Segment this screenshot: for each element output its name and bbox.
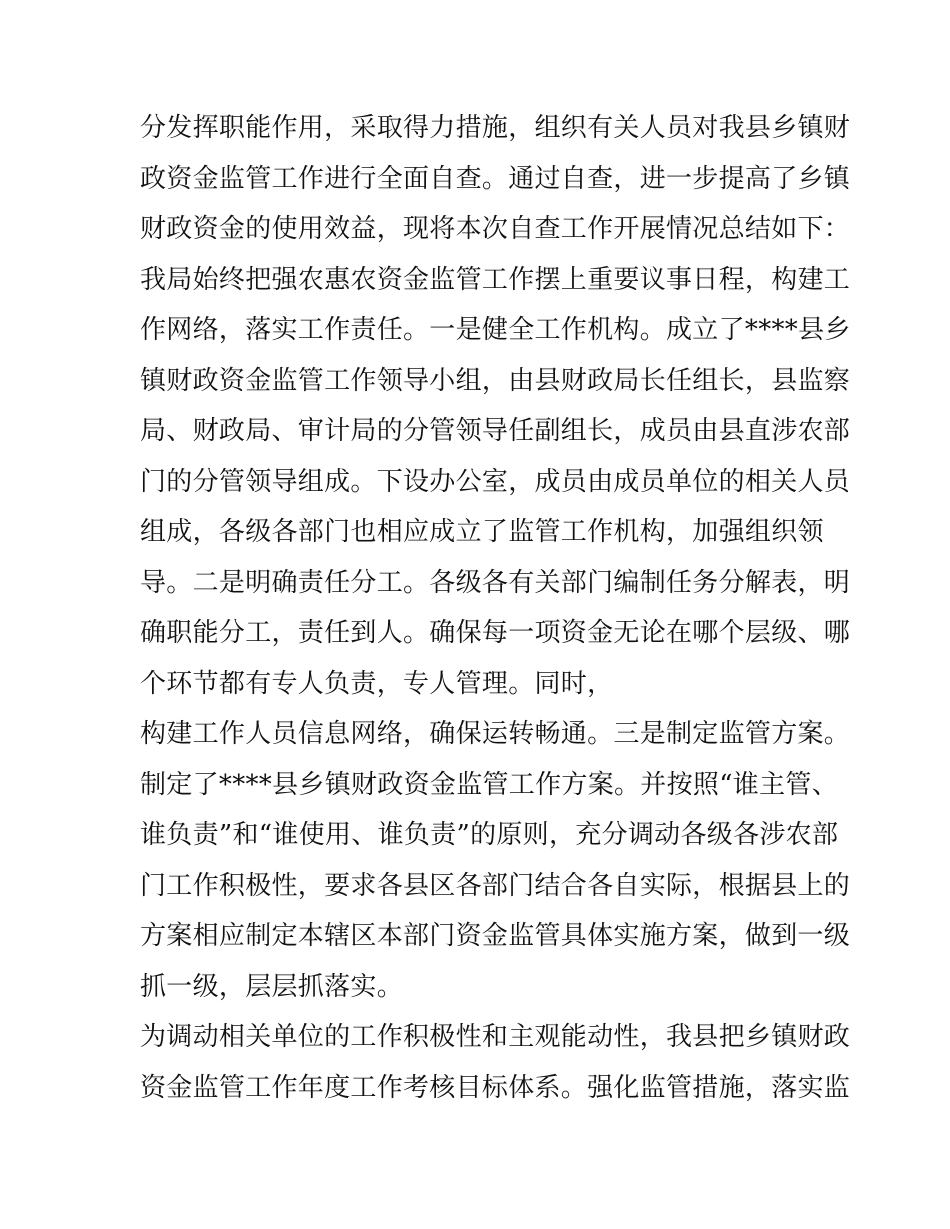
text-line: 分发挥职能作用，采取得力措施，组织有关人员对我县乡镇财 (140, 113, 851, 143)
text-line: 个环节都有专人负责，专人管理。同时， (140, 668, 614, 699)
text-line: 门的分管领导组成。下设办公室，成员由成员单位的相关人员 (140, 466, 851, 497)
body-text (140, 103, 851, 1113)
text-line: 制定了****县乡镇财政资金监管工作方案。并按照“谁主管、 (140, 769, 838, 800)
text-line: 作网络，落实工作责任。一是健全工作机构。成立了****县乡 (140, 315, 851, 345)
text-line: 我局始终把强农惠农资金监管工作摆上重要议事日程，构建工 (140, 264, 851, 295)
text-line: 谁负责”和“谁使用、谁负责”的原则，充分调动各级各涉农部 (140, 820, 839, 850)
text-line: 组成，各级各部门也相应成立了监管工作机构，加强组织领 (140, 517, 824, 547)
text-line: 镇财政资金监管工作领导小组，由县财政局长任组长，县监察 (140, 365, 851, 396)
text-line: 确职能分工，责任到人。确保每一项资金无论在哪个层级、哪 (140, 618, 851, 648)
text-line: 门工作积极性，要求各县区各部门结合各自实际，根据县上的 (140, 870, 851, 901)
text-line: 财政资金的使用效益，现将本次自查工作开展情况总结如下： (140, 214, 851, 244)
text-line: 局、财政局、审计局的分管领导任副组长，成员由县直涉农部 (140, 416, 851, 446)
text-line: 导。二是明确责任分工。各级各有关部门编制任务分解表，明 (140, 567, 851, 598)
text-line: 构建工作人员信息网络，确保运转畅通。三是制定监管方案。 (140, 719, 851, 749)
text-line: 方案相应制定本辖区本部门资金监管具体实施方案，做到一级 (140, 921, 851, 951)
text-line: 为调动相关单位的工作积极性和主观能动性，我县把乡镇财政 (140, 1022, 851, 1052)
text-line: 资金监管工作年度工作考核目标体系。强化监管措施，落实监 (140, 1072, 851, 1103)
text-line: 政资金监管工作进行全面自查。通过自查，进一步提高了乡镇 (140, 163, 851, 194)
text-line: 抓一级，层层抓落实。 (140, 971, 404, 1002)
